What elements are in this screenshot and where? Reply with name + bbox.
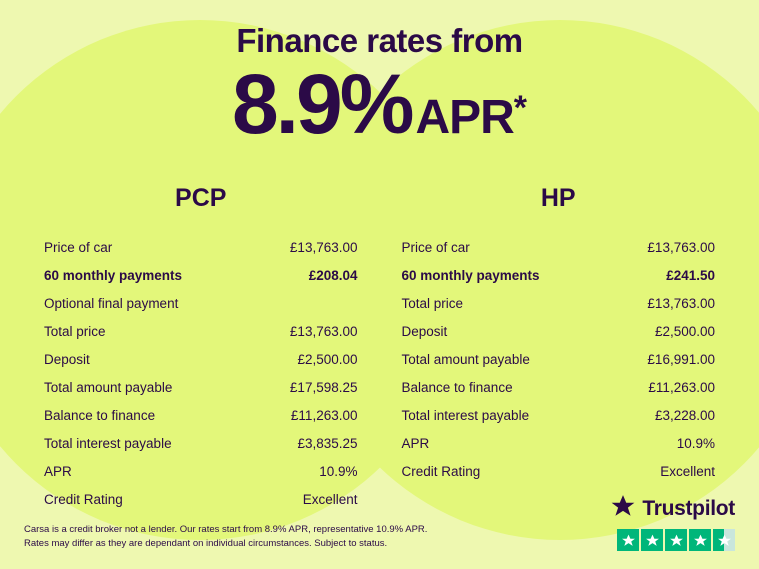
trustpilot-stars — [617, 529, 735, 551]
row-value: £13,763.00 — [289, 323, 358, 339]
row-label: 60 monthly payments — [401, 267, 540, 283]
row-label: Total interest payable — [401, 407, 530, 423]
table-row — [44, 373, 358, 401]
row-value: £208.04 — [308, 267, 358, 283]
row-value: £2,500.00 — [654, 323, 715, 339]
rate-display — [0, 57, 759, 151]
row-value: £3,835.25 — [297, 435, 358, 451]
row-value: £11,263.00 — [290, 407, 358, 423]
finance-comparison — [0, 184, 759, 513]
table-row — [44, 457, 358, 485]
table-row — [44, 429, 358, 457]
row-label: Credit Rating — [401, 463, 481, 479]
row-value: £11,263.00 — [648, 379, 715, 395]
half-star-icon — [713, 529, 735, 551]
row-label: Credit Rating — [44, 491, 123, 507]
row-label: Balance to finance — [401, 379, 513, 395]
row-value: Excellent — [302, 491, 358, 507]
row-value: £13,763.00 — [647, 239, 715, 255]
table-row — [402, 457, 716, 485]
table-row — [44, 289, 358, 317]
star-icon — [617, 529, 639, 551]
table-row — [402, 345, 716, 373]
finance-column-hp — [380, 184, 738, 513]
row-label: APR — [401, 435, 430, 451]
table-row — [44, 317, 358, 345]
table-row — [402, 401, 716, 429]
row-value: £17,598.25 — [289, 379, 358, 395]
table-row — [44, 401, 358, 429]
row-label: Total interest payable — [44, 435, 172, 451]
column-title-hp: HP — [540, 184, 576, 212]
star-icon — [665, 529, 687, 551]
table-row — [402, 233, 716, 261]
star-icon — [610, 493, 636, 524]
row-value: £2,500.00 — [297, 351, 358, 367]
trustpilot-rating[interactable] — [610, 493, 735, 551]
asterisk-marker: * — [513, 89, 528, 127]
table-row — [44, 261, 358, 289]
table-row — [44, 233, 358, 261]
row-label: 60 monthly payments — [44, 267, 183, 283]
trustpilot-wordmark: Trustpilot — [642, 496, 735, 520]
row-value: £16,991.00 — [647, 351, 715, 367]
table-row — [44, 345, 358, 373]
row-value: £13,763.00 — [289, 239, 358, 255]
row-label: Deposit — [44, 351, 90, 367]
star-icon — [641, 529, 663, 551]
disclaimer-text: Carsa is a credit broker not a lender. Our rates start from 8.9% APR, representative 10.9% APR. Rates may differ as they are dependant on individual circumstances. Subject to status. — [24, 524, 428, 550]
rate-value: 8.9% — [231, 57, 412, 151]
row-value: 10.9% — [319, 463, 358, 479]
rate-unit: APR — [415, 91, 514, 144]
trustpilot-logo — [610, 493, 735, 524]
table-row — [402, 373, 716, 401]
row-label: Optional final payment — [44, 295, 179, 311]
table-row — [402, 261, 716, 289]
row-label: Price of car — [401, 239, 470, 255]
star-icon — [689, 529, 711, 551]
table-row — [402, 317, 716, 345]
finance-column-pcp — [22, 184, 380, 513]
row-label: Total price — [401, 295, 464, 311]
row-label: Total amount payable — [401, 351, 530, 367]
row-value: 10.9% — [676, 435, 715, 451]
row-value: Excellent — [660, 463, 715, 479]
row-label: Deposit — [401, 323, 448, 339]
footer — [0, 493, 759, 551]
row-value: £241.50 — [666, 267, 715, 283]
row-label: Balance to finance — [44, 407, 156, 423]
table-row — [402, 289, 716, 317]
row-label: APR — [44, 463, 72, 479]
row-value: £13,763.00 — [647, 295, 715, 311]
column-title-pcp: PCP — [175, 184, 227, 212]
row-value: £3,228.00 — [654, 407, 715, 423]
row-label: Total amount payable — [44, 379, 173, 395]
row-label: Total price — [44, 323, 106, 339]
table-row — [402, 429, 716, 457]
page-title: Finance rates from — [236, 22, 523, 59]
row-label: Price of car — [44, 239, 113, 255]
